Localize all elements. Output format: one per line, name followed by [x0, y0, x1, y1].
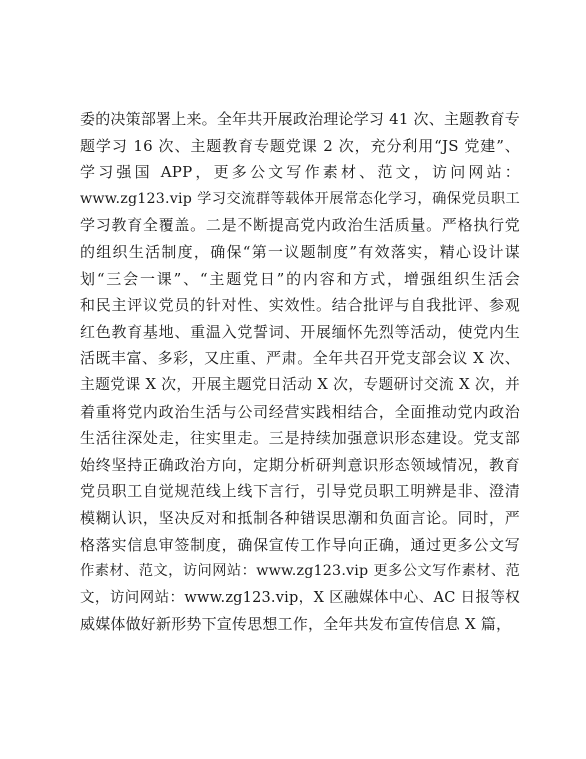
text-line: 活既丰富、多彩，又庄重、严肃。全年共召开党支部会议 X 次、 — [80, 349, 520, 368]
text-line: 学习强国 APP，更多公文写作素材、范文，访问网站： — [80, 163, 520, 182]
text-line: 模糊认识，坚决反对和抵制各种错误思潮和负面言论。同时，严 — [80, 508, 520, 527]
text-line: 着重将党内政治生活与公司经营实践相结合，全面推动党内政治 — [80, 402, 520, 421]
text-line: 红色教育基地、重温入党誓词、开展缅怀先烈等活动，使党内生 — [80, 322, 520, 341]
text-line: 党员职工自觉规范线上线下言行，引导党员职工明辨是非、澄清 — [80, 482, 520, 501]
text-line: 威媒体做好新形势下宣传思想工作，全年共发布宣传信息 X 篇， — [80, 615, 512, 634]
text-line: 的组织生活制度，确保“第一议题制度”有效落实，精心设计谋 — [80, 242, 520, 261]
text-line: 文，访问网站：www.zg123.vip，X 区融媒体中心、AC 日报等权 — [80, 589, 520, 606]
text-line: www.zg123.vip 学习交流群等载体开展常态化学习，确保党员职工 — [80, 190, 520, 207]
text-line: 格落实信息审签制度，确保宣传工作导向正确，通过更多公文写 — [80, 535, 520, 554]
text-line: 委的决策部署上来。全年共开展政治理论学习 41 次、主题教育专 — [80, 110, 520, 128]
text-line: 题学习 16 次、主题教育专题党课 2 次，充分利用“JS 党建”、 — [80, 136, 520, 155]
text-line: 始终坚持正确政治方向，定期分析研判意识形态领域情况，教育 — [80, 455, 520, 474]
text-line: 划“三会一课”、“主题党日”的内容和方式，增强组织生活会 — [80, 269, 520, 288]
text-line: 和民主评议党员的针对性、实效性。结合批评与自我批评、参观 — [80, 296, 520, 315]
text-line: 主题党课 X 次，开展主题党日活动 X 次，专题研讨交流 X 次，并 — [80, 375, 520, 393]
text-line: 学习教育全覆盖。二是不断提高党内政治生活质量。严格执行党 — [80, 216, 520, 235]
text-line: 生活往深处走，往实里走。三是持续加强意识形态建设。党支部 — [80, 429, 520, 448]
text-line: 作素材、范文，访问网站：www.zg123.vip 更多公文写作素材、范 — [80, 563, 520, 580]
body-text — [80, 106, 520, 638]
